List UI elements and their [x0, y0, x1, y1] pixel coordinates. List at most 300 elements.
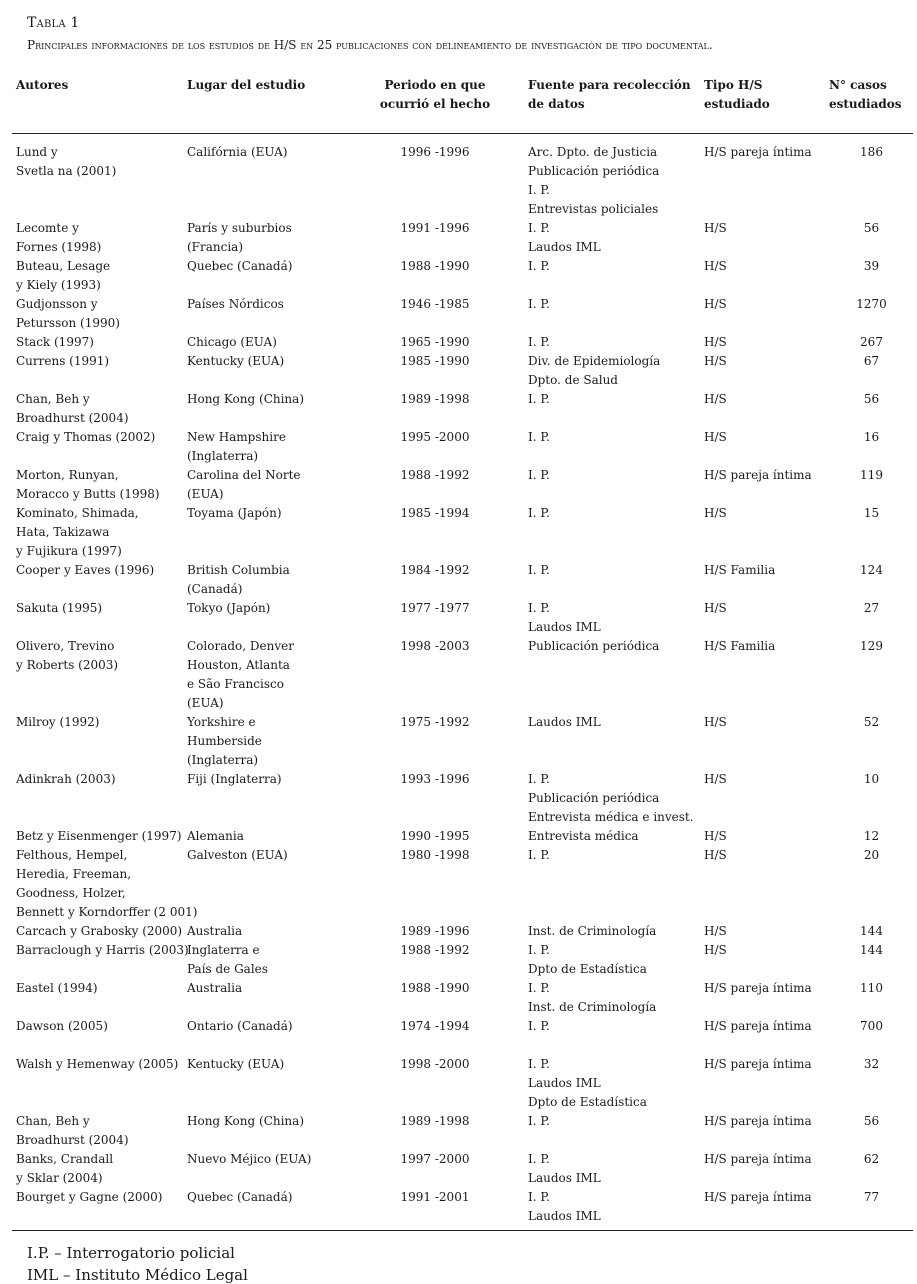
- cell-casos: 77: [863, 1190, 880, 1204]
- cell-lugar-line: e São Francisco: [187, 677, 284, 691]
- cell-fuente-line: I. P.: [528, 468, 550, 482]
- cell-autores-line: Adinkrah (2003): [16, 772, 116, 786]
- cell-fuente-line: Entrevista médica: [528, 829, 639, 843]
- cell-fuente-line: I. P.: [528, 297, 550, 311]
- cell-tipo: H/S pareja íntima: [704, 1114, 812, 1128]
- cell-fuente-line: Laudos IML: [528, 1076, 601, 1090]
- cell-autores-line: Olivero, Trevino: [16, 639, 115, 653]
- cell-autores: [16, 143, 116, 181]
- cell-fuente: [528, 504, 550, 523]
- cell-autores-line: Lecomte y: [16, 221, 79, 235]
- cell-periodo: 1989 -1996: [400, 924, 470, 938]
- cell-fuente: [528, 561, 550, 580]
- cell-casos: 56: [863, 392, 880, 406]
- cell-lugar: [187, 599, 270, 618]
- cell-tipo: H/S Familia: [704, 639, 776, 653]
- cell-autores-line: Carcach y Grabosky (2000): [16, 924, 183, 938]
- cell-casos: 144: [860, 943, 883, 957]
- cell-periodo: 1975 -1992: [400, 715, 470, 729]
- cell-autores: [16, 1112, 129, 1150]
- header-casos: [829, 76, 902, 114]
- table-header: [16, 76, 913, 130]
- table-row: [0, 1055, 917, 1112]
- header-lugar: [187, 76, 305, 95]
- cell-casos: 56: [863, 221, 880, 235]
- cell-periodo: 1985 -1990: [400, 354, 470, 368]
- table-row: [0, 390, 917, 428]
- cell-fuente: [528, 1055, 647, 1112]
- cell-lugar-line: Australia: [187, 981, 243, 995]
- cell-casos: 15: [863, 506, 880, 520]
- cell-fuente: [528, 713, 601, 732]
- cell-lugar: [187, 219, 292, 257]
- table-row: [0, 713, 917, 770]
- cell-fuente: [528, 295, 550, 314]
- header-tipo: [704, 76, 770, 114]
- cell-autores-line: Kominato, Shimada,: [16, 506, 139, 520]
- cell-casos: 67: [863, 354, 880, 368]
- table-row: [0, 257, 917, 295]
- table-row: [0, 846, 917, 922]
- cell-autores: [16, 941, 189, 960]
- cell-lugar-line: Yorkshire e: [187, 715, 256, 729]
- cell-autores-line: Chan, Beh y: [16, 1114, 90, 1128]
- table-row: [0, 333, 917, 352]
- cell-tipo: H/S: [704, 506, 727, 520]
- cell-fuente: [528, 352, 660, 390]
- cell-fuente-line: I. P.: [528, 392, 550, 406]
- cell-fuente-line: I. P.: [528, 259, 550, 273]
- cell-autores: [16, 1055, 178, 1074]
- cell-periodo: 1988 -1992: [400, 943, 470, 957]
- cell-lugar: [187, 295, 284, 314]
- cell-fuente: [528, 428, 550, 447]
- table-row: [0, 1112, 917, 1150]
- cell-autores: [16, 428, 155, 447]
- cell-autores-line: Petursson (1990): [16, 316, 120, 330]
- cell-periodo: 1980 -1998: [400, 848, 470, 862]
- cell-lugar: [187, 1150, 311, 1169]
- cell-autores: [16, 333, 94, 352]
- cell-lugar-line: (Inglaterra): [187, 449, 259, 463]
- cell-autores-line: y Fujikura (1997): [16, 544, 122, 558]
- cell-fuente-line: I. P.: [528, 1152, 550, 1166]
- cell-tipo: H/S: [704, 924, 727, 938]
- cell-periodo: 1984 -1992: [400, 563, 470, 577]
- cell-tipo: H/S pareja íntima: [704, 468, 812, 482]
- table-body: [0, 143, 917, 1226]
- cell-lugar: [187, 979, 242, 998]
- cell-lugar: [187, 827, 244, 846]
- table-row: [0, 979, 917, 1017]
- cell-fuente-line: I. P.: [528, 943, 550, 957]
- table-row: [0, 770, 917, 827]
- cell-lugar-line: Australia: [187, 924, 243, 938]
- cell-periodo: 1991 -1996: [400, 221, 470, 235]
- cell-autores: [16, 504, 139, 561]
- cell-fuente-line: I. P.: [528, 563, 550, 577]
- cell-periodo: 1995 -2000: [400, 430, 470, 444]
- cell-fuente-line: Div. de Epidemiología: [528, 354, 661, 368]
- bottom-rule: [12, 1230, 913, 1231]
- cell-lugar: [187, 561, 290, 599]
- header-line: Lugar del estudio: [187, 78, 306, 92]
- cell-fuente-line: Publicación periódica: [528, 164, 660, 178]
- cell-autores-line: Sakuta (1995): [16, 601, 103, 615]
- cell-tipo: H/S Familia: [704, 563, 776, 577]
- cell-autores-line: Moracco y Butts (1998): [16, 487, 160, 501]
- cell-fuente-line: Laudos IML: [528, 715, 601, 729]
- cell-fuente: [528, 979, 656, 1017]
- cell-autores-line: Broadhurst (2004): [16, 411, 129, 425]
- cell-autores-line: Bourget y Gagne (2000): [16, 1190, 163, 1204]
- table-row: [0, 352, 917, 390]
- cell-autores: [16, 295, 120, 333]
- cell-fuente-line: I. P.: [528, 1057, 550, 1071]
- cell-autores-line: Lund y: [16, 145, 58, 159]
- cell-fuente: [528, 599, 601, 637]
- cell-autores: [16, 1150, 113, 1188]
- table-caption: Principales informaciones de los estudios de H/S en 25 publicaciones con delineamiento de investigación de tipo documental.: [27, 38, 713, 52]
- cell-lugar-line: Hong Kong (China): [187, 392, 304, 406]
- cell-lugar-line: (Francia): [187, 240, 244, 254]
- cell-lugar: [187, 333, 277, 352]
- cell-autores: [16, 979, 98, 998]
- cell-lugar: [187, 941, 268, 979]
- cell-casos: 16: [863, 430, 880, 444]
- cell-fuente: [528, 257, 550, 276]
- cell-fuente: [528, 827, 639, 846]
- cell-fuente-line: I. P.: [528, 981, 550, 995]
- cell-lugar-line: Houston, Atlanta: [187, 658, 290, 672]
- cell-fuente-line: Laudos IML: [528, 1209, 601, 1223]
- cell-casos: 129: [860, 639, 883, 653]
- table-row: [0, 219, 917, 257]
- cell-fuente-line: Dpto de Estadística: [528, 1095, 647, 1109]
- cell-autores-line: Craig y Thomas (2002): [16, 430, 156, 444]
- cell-autores: [16, 599, 102, 618]
- cell-autores-line: Buteau, Lesage: [16, 259, 111, 273]
- cell-fuente-line: Entrevistas policiales: [528, 202, 659, 216]
- header-line: Autores: [16, 78, 69, 92]
- cell-autores-line: Felthous, Hempel,: [16, 848, 128, 862]
- cell-autores-line: Walsh y Hemenway (2005): [16, 1057, 179, 1071]
- cell-autores-line: Gudjonsson y: [16, 297, 98, 311]
- cell-autores-line: Hata, Takizawa: [16, 525, 110, 539]
- cell-fuente: [528, 390, 550, 409]
- cell-autores-line: Milroy (1992): [16, 715, 100, 729]
- cell-autores-line: Morton, Runyan,: [16, 468, 119, 482]
- header-periodo: [367, 76, 503, 114]
- table-row: [0, 922, 917, 941]
- cell-autores-line: Stack (1997): [16, 335, 94, 349]
- cell-tipo: H/S pareja íntima: [704, 981, 812, 995]
- cell-autores: [16, 770, 116, 789]
- cell-lugar-line: País de Gales: [187, 962, 268, 976]
- cell-lugar: [187, 504, 282, 523]
- cell-autores-line: Goodness, Holzer,: [16, 886, 126, 900]
- header-line: N° casos: [829, 78, 887, 92]
- cell-fuente: [528, 1150, 601, 1188]
- table-row: [0, 504, 917, 561]
- cell-fuente-line: Dpto. de Salud: [528, 373, 618, 387]
- cell-fuente-line: I. P.: [528, 183, 550, 197]
- cell-autores: [16, 1017, 108, 1036]
- cell-tipo: H/S: [704, 335, 727, 349]
- cell-lugar-line: (Inglaterra): [187, 753, 259, 767]
- cell-tipo: H/S pareja íntima: [704, 145, 812, 159]
- cell-autores-line: y Sklar (2004): [16, 1171, 103, 1185]
- cell-lugar: [187, 352, 284, 371]
- cell-autores: [16, 352, 109, 371]
- cell-tipo: H/S: [704, 772, 727, 786]
- cell-fuente-line: Laudos IML: [528, 620, 601, 634]
- cell-fuente-line: I. P.: [528, 506, 550, 520]
- cell-casos: 27: [863, 601, 880, 615]
- header-line: Tipo H/S: [704, 78, 763, 92]
- cell-casos: 39: [863, 259, 880, 273]
- cell-autores-line: Heredia, Freeman,: [16, 867, 132, 881]
- cell-autores: [16, 219, 101, 257]
- cell-fuente-line: I. P.: [528, 1190, 550, 1204]
- table-row: [0, 1017, 917, 1055]
- cell-tipo: H/S pareja íntima: [704, 1057, 812, 1071]
- cell-autores: [16, 466, 160, 504]
- cell-fuente-line: Inst. de Criminología: [528, 1000, 657, 1014]
- cell-lugar-line: Humberside: [187, 734, 262, 748]
- cell-autores-line: Dawson (2005): [16, 1019, 108, 1033]
- cell-periodo: 1990 -1995: [400, 829, 470, 843]
- cell-lugar: [187, 922, 242, 941]
- cell-lugar-line: Tokyo (Japón): [187, 601, 271, 615]
- cell-periodo: 1997 -2000: [400, 1152, 470, 1166]
- cell-lugar: [187, 846, 288, 865]
- cell-periodo: 1965 -1990: [400, 335, 470, 349]
- header-fuente: [528, 76, 691, 114]
- cell-periodo: 1998 -2003: [400, 639, 470, 653]
- table-row: [0, 599, 917, 637]
- cell-casos: 1270: [856, 297, 887, 311]
- cell-autores-line: Fornes (1998): [16, 240, 102, 254]
- cell-fuente-line: I. P.: [528, 430, 550, 444]
- cell-lugar-line: Fiji (Inglaterra): [187, 772, 282, 786]
- cell-autores: [16, 846, 197, 922]
- cell-fuente-line: I. P.: [528, 1019, 550, 1033]
- cell-casos: 10: [863, 772, 880, 786]
- cell-casos: 56: [863, 1114, 880, 1128]
- cell-fuente-line: Laudos IML: [528, 240, 601, 254]
- table-row: [0, 561, 917, 599]
- cell-periodo: 1996 -1996: [400, 145, 470, 159]
- cell-lugar-line: Alemania: [187, 829, 244, 843]
- table-row: [0, 466, 917, 504]
- cell-lugar-line: British Columbia: [187, 563, 290, 577]
- cell-lugar: [187, 390, 304, 409]
- header-line: de datos: [528, 97, 585, 111]
- header-line: estudiados: [829, 97, 902, 111]
- header-line: estudiado: [704, 97, 770, 111]
- cell-autores-line: Barraclough y Harris (2003): [16, 943, 189, 957]
- cell-tipo: H/S: [704, 297, 727, 311]
- cell-fuente-line: Arc. Dpto. de Justicia: [528, 145, 658, 159]
- cell-casos: 119: [860, 468, 883, 482]
- cell-periodo: 1988 -1990: [400, 981, 470, 995]
- cell-autores: [16, 1188, 163, 1207]
- cell-lugar-line: Países Nórdicos: [187, 297, 284, 311]
- cell-casos: 62: [863, 1152, 880, 1166]
- cell-casos: 12: [863, 829, 880, 843]
- cell-lugar-line: (EUA): [187, 696, 224, 710]
- cell-tipo: H/S pareja íntima: [704, 1019, 812, 1033]
- cell-fuente: [528, 846, 550, 865]
- cell-casos: 144: [860, 924, 883, 938]
- cell-lugar: [187, 770, 282, 789]
- cell-fuente-line: Entrevista médica e invest.: [528, 810, 694, 824]
- cell-fuente-line: Inst. de Criminología: [528, 924, 657, 938]
- cell-lugar-line: París y suburbios: [187, 221, 292, 235]
- cell-lugar: [187, 1055, 284, 1074]
- cell-lugar-line: Nuevo Méjico (EUA): [187, 1152, 312, 1166]
- cell-fuente: [528, 333, 550, 352]
- cell-tipo: H/S: [704, 259, 727, 273]
- cell-lugar-line: Califórnia (EUA): [187, 145, 288, 159]
- header-line: ocurrió el hecho: [379, 97, 491, 111]
- cell-lugar: [187, 1112, 304, 1131]
- cell-autores-line: y Kiely (1993): [16, 278, 101, 292]
- cell-fuente-line: I. P.: [528, 601, 550, 615]
- table-row: [0, 941, 917, 979]
- legend-iml: IML – Instituto Médico Legal: [27, 1266, 248, 1284]
- cell-lugar-line: New Hampshire: [187, 430, 286, 444]
- cell-autores: [16, 257, 110, 295]
- cell-autores-line: Betz y Eisenmenger (1997): [16, 829, 182, 843]
- cell-lugar-line: Carolina del Norte: [187, 468, 301, 482]
- cell-autores: [16, 922, 182, 941]
- cell-lugar-line: Quebec (Canadá): [187, 259, 293, 273]
- cell-autores: [16, 561, 154, 580]
- cell-fuente-line: I. P.: [528, 335, 550, 349]
- cell-periodo: 1946 -1985: [400, 297, 470, 311]
- cell-fuente: [528, 1188, 601, 1226]
- table-row: [0, 143, 917, 219]
- table-row: [0, 827, 917, 846]
- cell-autores-line: Cooper y Eaves (1996): [16, 563, 155, 577]
- cell-fuente: [528, 1112, 550, 1131]
- cell-lugar-line: Kentucky (EUA): [187, 354, 285, 368]
- header-rule: [12, 133, 913, 134]
- cell-lugar: [187, 143, 287, 162]
- header-line: Periodo en que: [384, 78, 486, 92]
- cell-tipo: H/S: [704, 829, 727, 843]
- cell-autores: [16, 827, 182, 846]
- table-row: [0, 1150, 917, 1188]
- cell-lugar: [187, 713, 262, 770]
- table-row: [0, 295, 917, 333]
- cell-casos: 700: [860, 1019, 883, 1033]
- cell-lugar-line: (EUA): [187, 487, 224, 501]
- cell-fuente: [528, 143, 659, 219]
- table-number: Tabla 1: [27, 15, 80, 31]
- cell-casos: 110: [860, 981, 883, 995]
- cell-periodo: 1977 -1977: [400, 601, 470, 615]
- cell-lugar: [187, 428, 286, 466]
- table-row: [0, 428, 917, 466]
- cell-tipo: H/S: [704, 848, 727, 862]
- cell-tipo: H/S: [704, 354, 727, 368]
- cell-periodo: 1988 -1990: [400, 259, 470, 273]
- cell-casos: 52: [863, 715, 880, 729]
- cell-fuente-line: I. P.: [528, 1114, 550, 1128]
- cell-lugar-line: Toyama (Japón): [187, 506, 282, 520]
- cell-autores-line: Broadhurst (2004): [16, 1133, 129, 1147]
- cell-fuente: [528, 922, 656, 941]
- cell-tipo: H/S: [704, 943, 727, 957]
- cell-periodo: 1988 -1992: [400, 468, 470, 482]
- cell-tipo: H/S: [704, 430, 727, 444]
- cell-periodo: 1991 -2001: [400, 1190, 470, 1204]
- cell-autores-line: Chan, Beh y: [16, 392, 90, 406]
- cell-lugar-line: Ontario (Canadá): [187, 1019, 293, 1033]
- cell-lugar-line: Colorado, Denver: [187, 639, 294, 653]
- cell-fuente-line: Dpto de Estadística: [528, 962, 647, 976]
- header-line: Fuente para recolección: [528, 78, 691, 92]
- cell-fuente-line: I. P.: [528, 221, 550, 235]
- cell-lugar: [187, 1188, 292, 1207]
- cell-periodo: 1993 -1996: [400, 772, 470, 786]
- cell-lugar-line: Quebec (Canadá): [187, 1190, 293, 1204]
- cell-fuente-line: Publicación periódica: [528, 639, 660, 653]
- cell-autores-line: Svetla na (2001): [16, 164, 117, 178]
- cell-periodo: 1989 -1998: [400, 392, 470, 406]
- cell-periodo: 1985 -1994: [400, 506, 470, 520]
- cell-periodo: 1989 -1998: [400, 1114, 470, 1128]
- cell-tipo: H/S pareja íntima: [704, 1152, 812, 1166]
- cell-lugar-line: Galveston (EUA): [187, 848, 288, 862]
- cell-casos: 186: [860, 145, 883, 159]
- table-row: [0, 637, 917, 713]
- cell-lugar-line: Chicago (EUA): [187, 335, 277, 349]
- header-autores: [16, 76, 68, 95]
- cell-autores: [16, 637, 118, 675]
- cell-tipo: H/S: [704, 601, 727, 615]
- cell-autores-line: Bennett y Korndorffer (2 001): [16, 905, 198, 919]
- cell-autores-line: Currens (1991): [16, 354, 110, 368]
- cell-casos: 20: [863, 848, 880, 862]
- legend-ip: I.P. – Interrogatorio policial: [27, 1244, 235, 1262]
- cell-lugar: [187, 257, 292, 276]
- cell-tipo: H/S: [704, 715, 727, 729]
- cell-tipo: H/S: [704, 392, 727, 406]
- table-row: [0, 1188, 917, 1226]
- cell-lugar: [187, 1017, 293, 1036]
- cell-fuente-line: I. P.: [528, 848, 550, 862]
- cell-periodo: 1998 -2000: [400, 1057, 470, 1071]
- cell-fuente-line: I. P.: [528, 772, 550, 786]
- cell-fuente: [528, 219, 601, 257]
- cell-fuente: [528, 770, 694, 827]
- cell-casos: 124: [860, 563, 883, 577]
- cell-casos: 32: [863, 1057, 880, 1071]
- cell-lugar: [187, 466, 301, 504]
- cell-lugar-line: Inglaterra e: [187, 943, 260, 957]
- cell-autores-line: y Roberts (2003): [16, 658, 119, 672]
- cell-periodo: 1974 -1994: [400, 1019, 470, 1033]
- cell-autores: [16, 713, 99, 732]
- cell-fuente-line: Laudos IML: [528, 1171, 601, 1185]
- cell-fuente: [528, 1017, 550, 1036]
- cell-fuente: [528, 466, 550, 485]
- cell-lugar-line: Kentucky (EUA): [187, 1057, 285, 1071]
